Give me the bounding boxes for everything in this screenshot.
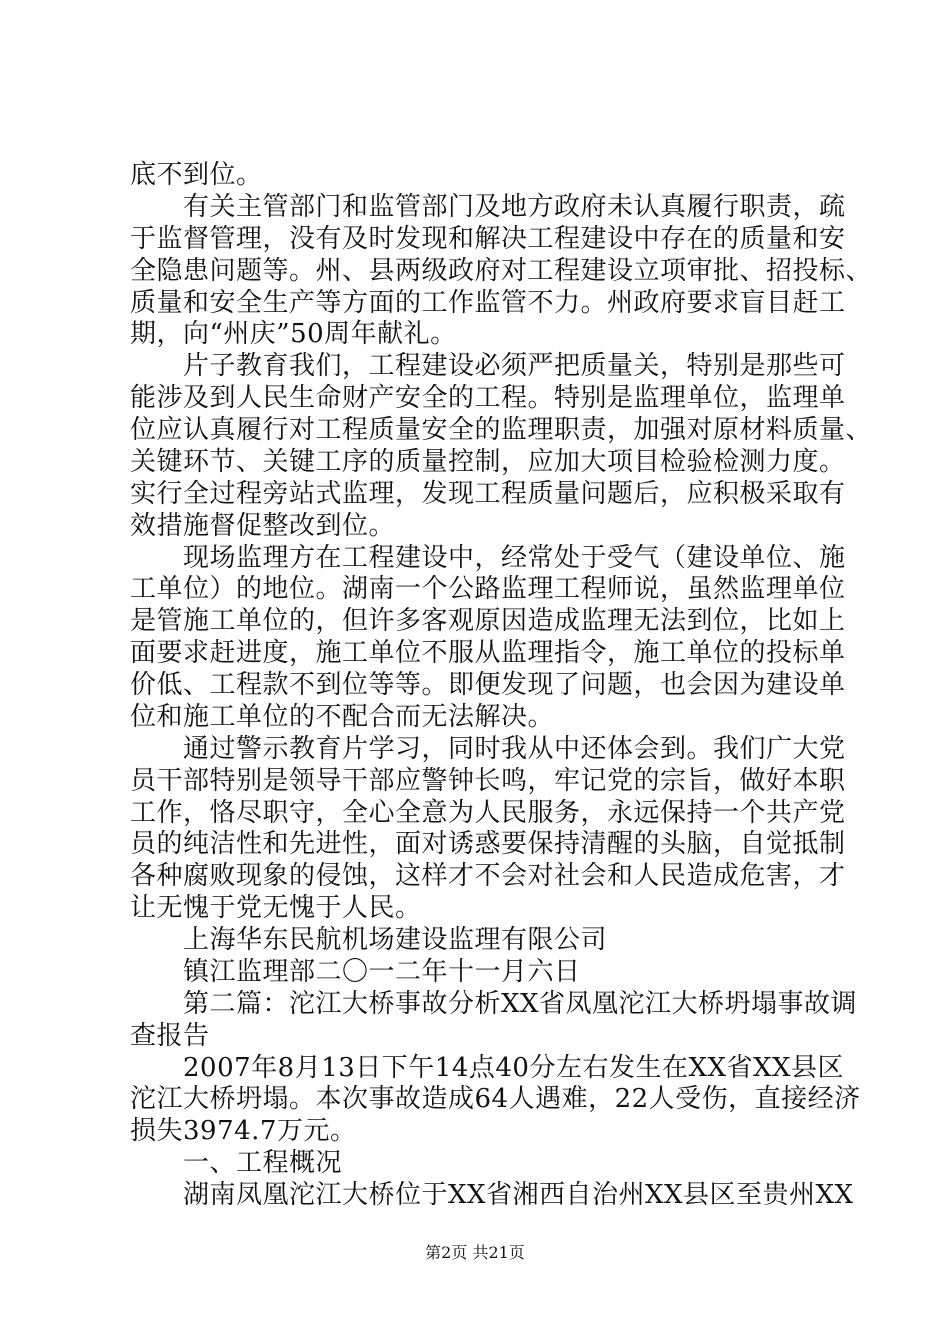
text-line: 2007年8月13日下午14点40分左右发生在XX省XX县区: [130, 1053, 845, 1083]
text-line: 湖南凤凰沱江大桥位于XX省湘西自治州XX县区至贵州XX: [130, 1180, 854, 1210]
text-line: 位应认真履行对工程质量安全的监理职责，加强对原材料质量、: [130, 415, 873, 445]
text-line: 工作，恪尽职守，全心全意为人民服务，永远保持一个共产党: [130, 798, 846, 828]
text-line: 各种腐败现象的侵蚀，这样才不会对社会和人民造成危害，才: [130, 861, 846, 891]
text-line: 查报告: [130, 1021, 210, 1051]
text-line: 关键环节、关键工序的质量控制，应加大项目检验检测力度。: [130, 447, 846, 477]
text-line: 员的纯洁性和先进性，面对诱惑要保持清醒的头脑，自觉抵制: [130, 829, 846, 859]
text-line: 有关主管部门和监管部门及地方政府未认真履行职责，疏: [130, 192, 846, 222]
text-line: 效措施督促整改到位。: [130, 511, 396, 541]
text-line: 一、工程概况: [130, 1148, 343, 1178]
text-line: 沱江大桥坍塌。本次事故造成64人遇难，22人受伤，直接经济: [130, 1084, 861, 1114]
text-line: 第二篇：沱江大桥事故分析XX省凤凰沱江大桥坍塌事故调: [130, 989, 858, 1019]
text-line: 价低、工程款不到位等等。即便发现了问题，也会因为建设单: [130, 670, 846, 700]
text-line: 片子教育我们，工程建设必须严把质量关，特别是那些可: [130, 351, 846, 381]
text-line: 损失3974.7万元。: [130, 1116, 357, 1146]
text-line: 全隐患问题等。州、县两级政府对工程建设立项审批、招投标、: [130, 256, 873, 286]
text-line: 员干部特别是领导干部应警钟长鸣，牢记党的宗旨，做好本职: [130, 766, 846, 796]
page-footer: 第2页 共21页: [425, 1243, 525, 1262]
text-line: 面要求赶进度，施工单位不服从监理指令，施工单位的投标单: [130, 638, 846, 668]
text-line: 让无愧于党无愧于人民。: [130, 893, 422, 923]
text-line: 底不到位。: [130, 160, 263, 190]
text-line: 上海华东民航机场建设监理有限公司: [130, 925, 608, 955]
text-line: 镇江监理部二〇一二年十一月六日: [130, 957, 581, 987]
text-line: 工单位）的地位。湖南一个公路监理工程师说，虽然监理单位: [130, 574, 846, 604]
text-line: 现场监理方在工程建设中，经常处于受气（建设单位、施: [130, 543, 846, 573]
text-line: 期，向“州庆”50周年献礼。: [130, 319, 457, 349]
text-line: 通过警示教育片学习，同时我从中还体会到。我们广大党: [130, 734, 846, 764]
text-line: 是管施工单位的，但许多客观原因造成监理无法到位，比如上: [130, 606, 846, 636]
text-line: 于监督管理，没有及时发现和解决工程建设中存在的质量和安: [130, 224, 846, 254]
text-line: 质量和安全生产等方面的工作监管不力。州政府要求盲目赶工: [130, 288, 846, 318]
text-line: 能涉及到人民生命财产安全的工程。特别是监理单位，监理单: [130, 383, 846, 413]
text-line: 位和施工单位的不配合而无法解决。: [130, 702, 555, 732]
text-line: 实行全过程旁站式监理，发现工程质量问题后，应积极采取有: [130, 479, 846, 509]
